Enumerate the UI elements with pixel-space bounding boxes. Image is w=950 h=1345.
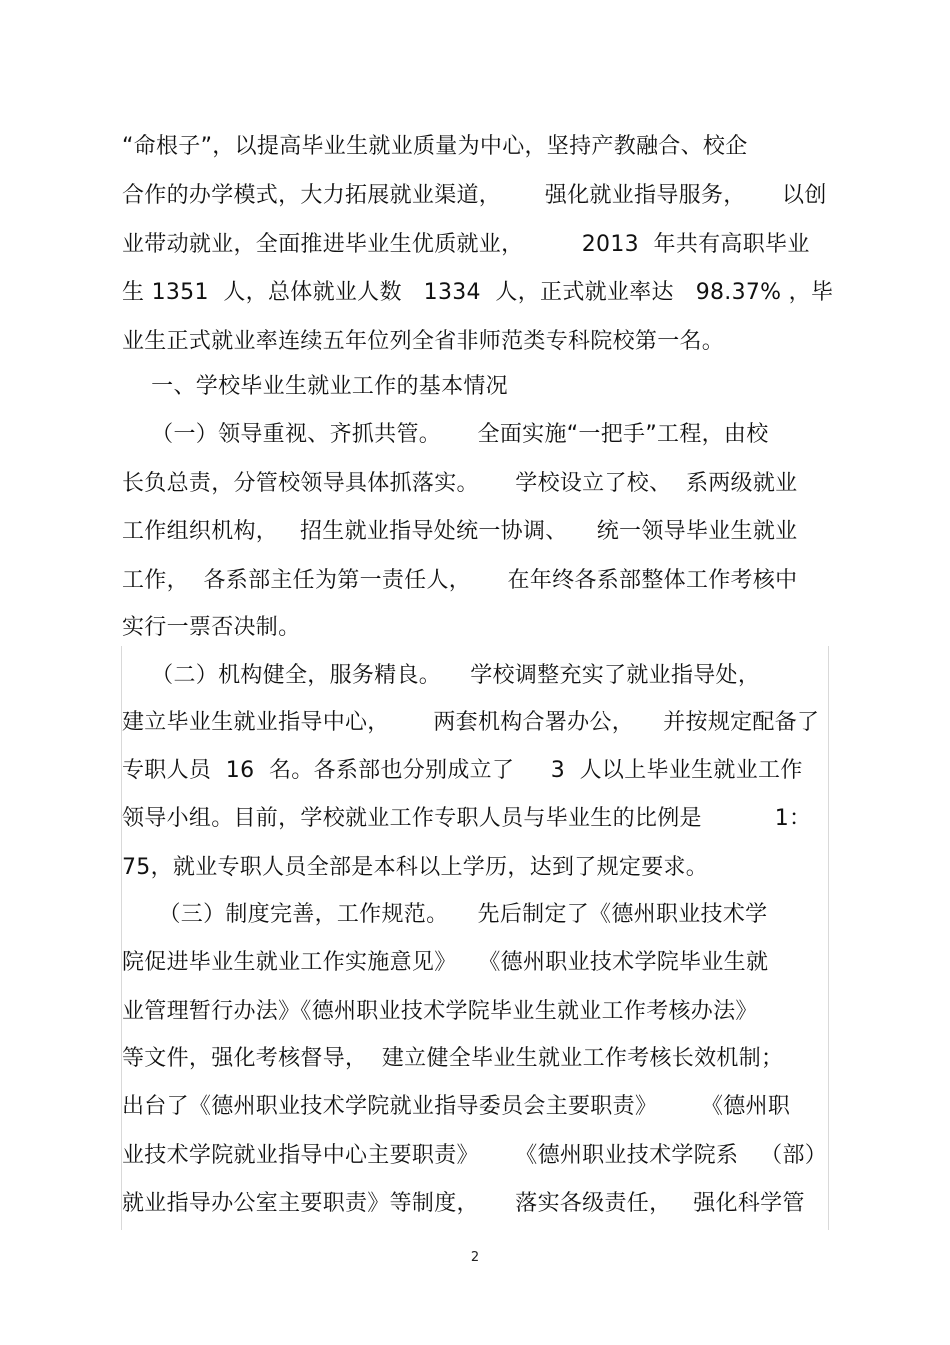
text-line: （三）制度完善，工作规范。 先后制定了《德州职业技术学 (122, 902, 768, 927)
text-line: 75，就业专职人员全部是本科以上学历，达到了规定要求。 (122, 855, 709, 880)
text-line: 出台了《德州职业技术学院就业指导委员会主要职责》 《德州职 (122, 1094, 791, 1119)
text-line: 业生正式就业率连续五年位列全省非师范类专科院校第一名。 (122, 329, 725, 354)
text-line: 业技术学院就业指导中心主要职责》 《德州职业技术学院系 （部） (122, 1143, 828, 1168)
page-number: 2 (470, 1250, 480, 1265)
text-line: （一）领导重视、齐抓共管。 全面实施“一把手”工程，由校 (122, 422, 769, 447)
text-line: 合作的办学模式，大力拓展就业渠道， 强化就业指导服务， 以创 (122, 183, 827, 208)
text-line: 工作组织机构， 招生就业指导处统一协调、 统一领导毕业生就业 (122, 519, 798, 544)
text-line: 长负总责，分管校领导具体抓落实。 学校设立了校、 系两级就业 (122, 471, 798, 496)
text-line: 工作， 各系部主任为第一责任人， 在年终各系部整体工作考核中 (122, 568, 798, 593)
text-line: 领导小组。目前，学校就业工作专职人员与毕业生的比例是 1： (122, 806, 812, 831)
text-line: 生 1351 人，总体就业人数 1334 人，正式就业率达 98.37% ，毕 (122, 280, 834, 305)
text-line: （二）机构健全，服务精良。 学校调整充实了就业指导处， (122, 663, 761, 688)
text-line: 业带动就业，全面推进毕业生优质就业， 2013 年共有高职毕业 (122, 232, 810, 257)
text-line: 就业指导办公室主要职责》等制度， 落实各级责任， 强化科学管 (122, 1191, 805, 1216)
text-line: 等文件，强化考核督导， 建立健全毕业生就业工作考核长效机制； (122, 1046, 784, 1071)
text-line: 业管理暂行办法》《德州职业技术学院毕业生就业工作考核办法》 (122, 999, 758, 1024)
text-line: 实行一票否决制。 (122, 615, 301, 640)
text-line: 专职人员 16 名。各系部也分别成立了 3 人以上毕业生就业工作 (122, 758, 803, 783)
text-line: 院促进毕业生就业工作实施意见》 《德州职业技术学院毕业生就 (122, 950, 769, 975)
text-line: “命根子”，以提高毕业生就业质量为中心，坚持产教融合、校企 (122, 134, 748, 159)
text-line: 建立毕业生就业指导中心， 两套机构合署办公， 并按规定配备了 (122, 710, 820, 735)
section-heading: 一、学校毕业生就业工作的基本情况 (122, 374, 508, 399)
